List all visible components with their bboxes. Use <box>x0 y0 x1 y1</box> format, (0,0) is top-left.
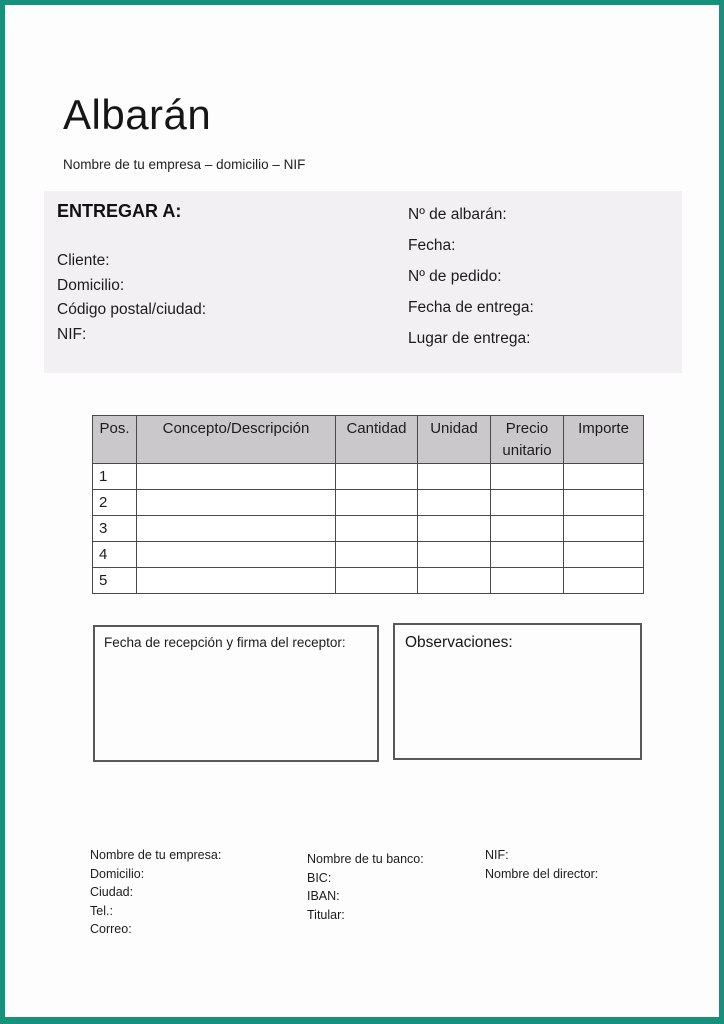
observations-label: Observaciones: <box>405 634 513 651</box>
cell-importe <box>564 568 644 594</box>
page-subtitle: Nombre de tu empresa – domicilio – NIF <box>63 157 306 172</box>
cell-importe <box>564 490 644 516</box>
cell-cantidad <box>336 464 418 490</box>
cell-cantidad <box>336 516 418 542</box>
field-cliente: Cliente: <box>57 252 110 269</box>
table-row <box>93 516 644 542</box>
cell-concepto <box>137 490 336 516</box>
cell-precio-unitario <box>491 464 564 490</box>
footer-bank-name: Nombre de tu banco: <box>307 852 424 866</box>
footer-company-domicilio: Domicilio: <box>90 866 145 881</box>
cell-unidad <box>418 542 491 568</box>
cell-importe <box>564 542 644 568</box>
cell-cantidad <box>336 542 418 568</box>
cell-precio-unitario <box>491 490 564 516</box>
cell-concepto <box>137 516 336 542</box>
field-fecha-entrega: Fecha de entrega: <box>408 299 534 316</box>
cell-unidad <box>418 568 491 594</box>
field-nif: NIF: <box>57 325 87 343</box>
cell-concepto <box>137 464 336 490</box>
col-header-cantidad: Cantidad <box>336 416 418 464</box>
footer-company-correo: Correo: <box>90 922 132 936</box>
field-codigo-postal-ciudad: Código postal/ciudad: <box>57 301 207 318</box>
cell-unidad <box>418 516 491 542</box>
footer-bank-titular: Titular: <box>307 907 345 922</box>
field-fecha: Fecha: <box>408 237 456 254</box>
footer-legal-director: Nombre del director: <box>485 866 599 881</box>
cell-importe <box>564 516 644 542</box>
cell-concepto <box>137 568 336 594</box>
col-header-precio-unitario: Precio unitario <box>491 416 564 464</box>
cell-concepto <box>137 542 336 568</box>
cell-unidad <box>418 464 491 490</box>
table-row <box>93 542 644 568</box>
cell-importe <box>564 464 644 490</box>
field-lugar-entrega: Lugar de entrega: <box>408 330 531 347</box>
observations-box <box>393 623 642 760</box>
table-row <box>93 568 644 594</box>
cell-pos: 5 <box>93 568 137 594</box>
cell-cantidad <box>336 490 418 516</box>
cell-precio-unitario <box>491 516 564 542</box>
deliver-to-heading: ENTREGAR A: <box>57 201 182 221</box>
table-header-row <box>93 416 644 464</box>
col-header-concepto: Concepto/Descripción <box>137 416 336 464</box>
footer-bank-bic: BIC: <box>307 870 332 885</box>
deliver-to-panel <box>44 191 682 373</box>
footer-company-block <box>90 846 221 939</box>
table-row <box>93 464 644 490</box>
table-row <box>93 490 644 516</box>
field-numero-pedido: Nº de pedido: <box>408 268 502 285</box>
cell-pos: 1 <box>93 464 137 490</box>
footer-company-ciudad: Ciudad: <box>90 885 134 899</box>
page-title: Albarán <box>63 91 212 138</box>
cell-pos: 3 <box>93 516 137 542</box>
deliver-to-fields <box>57 249 206 347</box>
cell-pos: 2 <box>93 490 137 516</box>
footer-legal-block <box>485 846 598 883</box>
footer-company-tel: Tel.: <box>90 903 113 918</box>
cell-pos: 4 <box>93 542 137 568</box>
footer-company-name: Nombre de tu empresa: <box>90 848 222 862</box>
meta-fields <box>408 199 534 354</box>
footer-bank-block <box>307 850 424 924</box>
footer-legal-nif: NIF: <box>485 848 509 862</box>
reception-signature-box <box>93 625 379 762</box>
col-header-pos: Pos. <box>93 416 137 464</box>
cell-cantidad <box>336 568 418 594</box>
items-table <box>92 415 644 594</box>
field-numero-albaran: Nº de albarán: <box>408 206 507 223</box>
cell-unidad <box>418 490 491 516</box>
cell-precio-unitario <box>491 542 564 568</box>
cell-precio-unitario <box>491 568 564 594</box>
col-header-importe: Importe <box>564 416 644 464</box>
col-header-unidad: Unidad <box>418 416 491 464</box>
footer-bank-iban: IBAN: <box>307 889 340 903</box>
field-domicilio: Domicilio: <box>57 276 125 294</box>
reception-signature-label: Fecha de recepción y firma del receptor: <box>104 635 346 650</box>
